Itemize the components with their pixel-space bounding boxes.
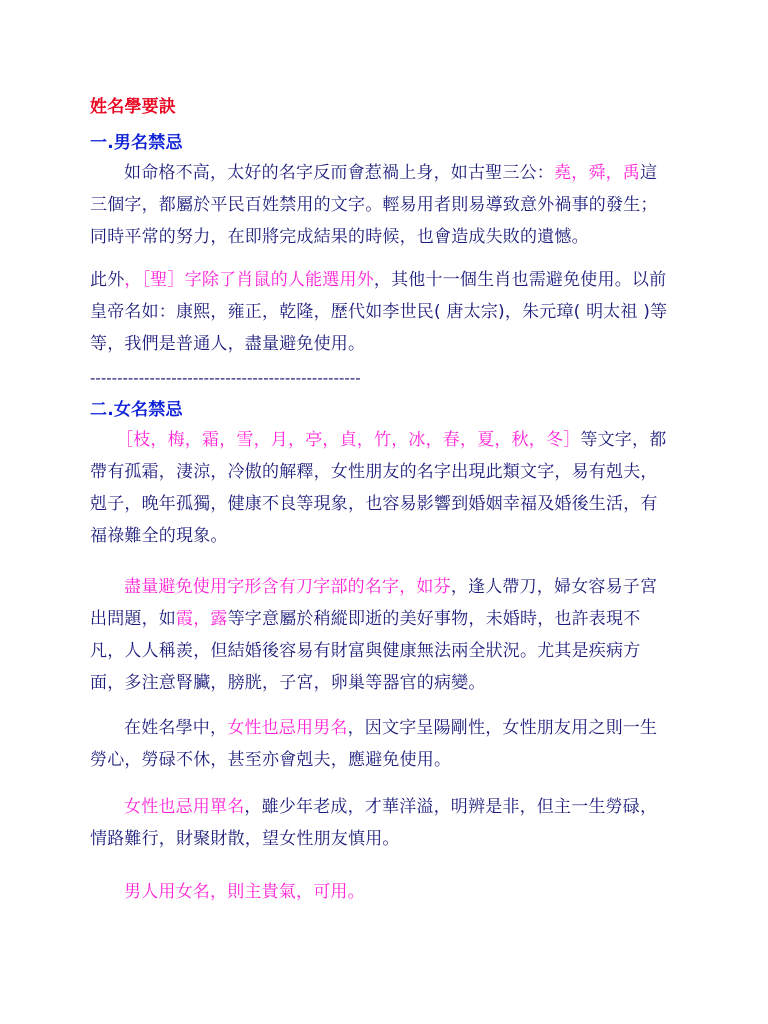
highlight-text: 男人用女名: [124, 882, 210, 902]
paragraph-line: 等，我們是普通人，盡量避免使用。: [90, 334, 366, 354]
paragraph-line: 皇帝名如：康熙，雍正，乾隆，歷代如李世民( 唐太宗)，朱元璋( 明太祖 )等: [90, 302, 668, 322]
paragraph-line: [124, 795, 657, 819]
paragraph-line: 情路難行，財聚財散，望女性朋友慎用。: [90, 829, 400, 849]
text-run: 在姓名學中，: [124, 718, 228, 738]
paragraph-line: [124, 880, 365, 904]
paragraph-line: 同時平常的努力，在即將完成結果的時候，也會造成失敗的遺憾。: [90, 227, 589, 247]
text-run: ，逢人帶刀，婦女容易子宮: [450, 577, 658, 597]
highlight-text: 女性也忌用單名: [124, 797, 245, 817]
highlight-text: ［枝，梅，霜，雪，月，亭，貞，竹，冰，春，夏，秋，冬］: [116, 430, 581, 450]
paragraph-line: [90, 607, 640, 631]
text-run: ，因文字呈陽剛性，女性朋友用之則一生: [347, 718, 658, 738]
highlight-text: 盡量避免使用字形含有刀字部的名字，如芬: [124, 577, 451, 597]
paragraph-line: [116, 428, 666, 452]
highlight-text: 女性也忌用男名: [227, 718, 348, 738]
section-heading-male-names: 一.男名禁忌: [90, 133, 183, 153]
paragraph-line: 剋子，晚年孤獨，健康不良等現象，也容易影響到婚姻幸福及婚後生活，有: [90, 494, 658, 514]
text-run: 此外: [90, 270, 125, 290]
paragraph-line: 面，多注意腎臟，膀胱，子宮，卵巢等器官的病變。: [90, 673, 486, 693]
paragraph-line: [90, 268, 666, 292]
highlight-text: ，［聖］字除了肖鼠的人能選用外: [124, 270, 374, 290]
paragraph-line: 凡，人人稱羨，但結婚後容易有財富與健康無法兩全狀況。尤其是疾病方: [90, 641, 641, 661]
highlight-text: ，則主貴氣，可用。: [210, 882, 365, 902]
text-run: 如命格不高，太好的名字反而會惹禍上身，如古聖三公：: [124, 163, 554, 183]
section-heading-female-names: 二.女名禁忌: [90, 400, 183, 420]
text-run: ，其他十一個生肖也需避免使用。以前: [373, 270, 667, 290]
text-run: 等字意屬於稍縱即逝的美好事物，未婚時，也許表現不: [227, 609, 641, 629]
paragraph-line: [124, 716, 657, 740]
paragraph-line: 勞心，勞碌不休，甚至亦會剋夫，應避免使用。: [90, 750, 452, 770]
text-run: 等文字，都: [580, 430, 667, 450]
highlight-text: 堯，舜，禹: [554, 163, 640, 183]
paragraph-line: 三個字，都屬於平民百姓禁用的文字。輕易用者則易導致意外禍事的發生；: [90, 195, 658, 215]
document-title: 姓名學要訣: [90, 97, 176, 117]
text-run: ，雖少年老成，才華洋溢，明辨是非，但主一生勞碌，: [244, 797, 658, 817]
text-run: 這: [640, 163, 658, 183]
paragraph-line: 福祿難全的現象。: [90, 526, 228, 546]
paragraph-line: [124, 161, 657, 185]
paragraph-line: 帶有孤霜，淒涼，冷傲的解釋，女性朋友的名字出現此類文字，易有剋夫，: [90, 462, 658, 482]
paragraph-line: [124, 575, 657, 599]
text-run: 出問題，如: [90, 609, 176, 629]
dashed-separator: --------------------------------------------------: [90, 369, 361, 387]
highlight-text: 霞，露: [176, 609, 228, 629]
